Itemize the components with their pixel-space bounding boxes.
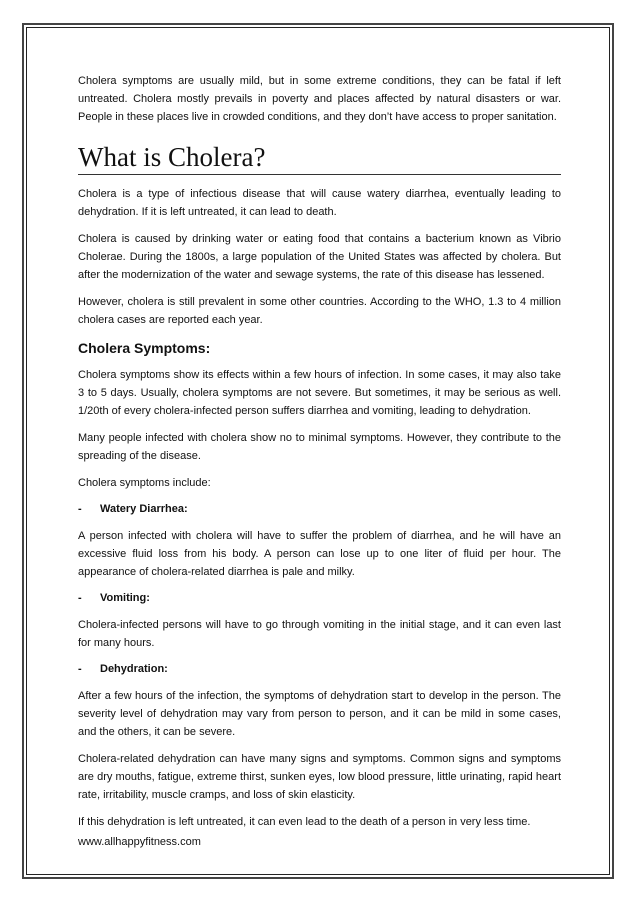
vomiting-heading	[78, 590, 561, 606]
dehydration-paragraph-2: Cholera-related dehydration can have many signs and symptoms. Common signs and symptoms are dry mouths, fatigue, extreme thirst, sunken eyes, low blood pressure, little urinating, rapid heart rate, irritability, muscle cramps, and loss of skin elasticity.	[78, 753, 561, 801]
document-body	[78, 72, 561, 840]
watery-diarrhea-heading	[78, 501, 561, 517]
vomiting-paragraph: Cholera-infected persons will have to go through vomiting in the initial stage, and it can even last for many hours.	[78, 619, 561, 649]
watery-diarrhea-paragraph: A person infected with cholera will have to suffer the problem of diarrhea, and he will have an excessive fluid loss from his body. A person can lose up to one liter of fluid per hour. The appearance of cholera-related diarrhea is pale and milky.	[78, 530, 561, 578]
bullet-dash: -	[78, 503, 82, 515]
bullet-dash: -	[78, 592, 82, 604]
watery-diarrhea-label: Watery Diarrhea:	[100, 503, 188, 515]
intro-paragraph: Cholera symptoms are usually mild, but in some extreme conditions, they can be fatal if left untreated. Cholera mostly prevails in poverty and places affected by natural disasters or war. People in these places live in crowded conditions, and they don’t have access to proper sanitation.	[78, 75, 561, 123]
dehydration-paragraph-1: After a few hours of the infection, the symptoms of dehydration start to develop in the person. The severity level of dehydration may vary from person to person, and it can be mild in some cases, and the others, it can be severe.	[78, 690, 561, 738]
what-is-paragraph-1: Cholera is a type of infectious disease that will cause watery diarrhea, eventually leading to dehydration. If it is left untreated, it can lead to death.	[78, 188, 561, 218]
symptoms-paragraph-1: Cholera symptoms show its effects within a few hours of infection. In some cases, it may also take 3 to 5 days. Usually, cholera symptoms are not severe. But sometimes, it may be serious as well. 1/20th of every cholera-infected person suffers diarrhea and vomiting, leading to dehydration.	[78, 369, 561, 417]
dehydration-paragraph-3: If this dehydration is left untreated, it can even lead to the death of a person in very less time.	[78, 816, 531, 828]
what-is-paragraph-2: Cholera is caused by drinking water or eating food that contains a bacterium known as Vibrio Cholerae. During the 1800s, a large population of the United States was affected by cholera. But after the modernization of the water and sewage systems, the rate of this disease has lessened.	[78, 233, 561, 281]
footer-url: www.allhappyfitness.com	[78, 836, 201, 848]
page-title: What is Cholera?	[78, 142, 561, 175]
dehydration-label: Dehydration:	[100, 663, 168, 675]
what-is-paragraph-3: However, cholera is still prevalent in some other countries. According to the WHO, 1.3 to 4 million cholera cases are reported each year.	[78, 296, 561, 326]
symptoms-heading: Cholera Symptoms:	[78, 340, 211, 356]
vomiting-label: Vomiting:	[100, 592, 150, 604]
symptoms-paragraph-2: Many people infected with cholera show no to minimal symptoms. However, they contribute to the spreading of the disease.	[78, 432, 561, 462]
symptoms-paragraph-3: Cholera symptoms include:	[78, 477, 211, 489]
bullet-dash: -	[78, 663, 82, 675]
dehydration-heading	[78, 661, 561, 677]
